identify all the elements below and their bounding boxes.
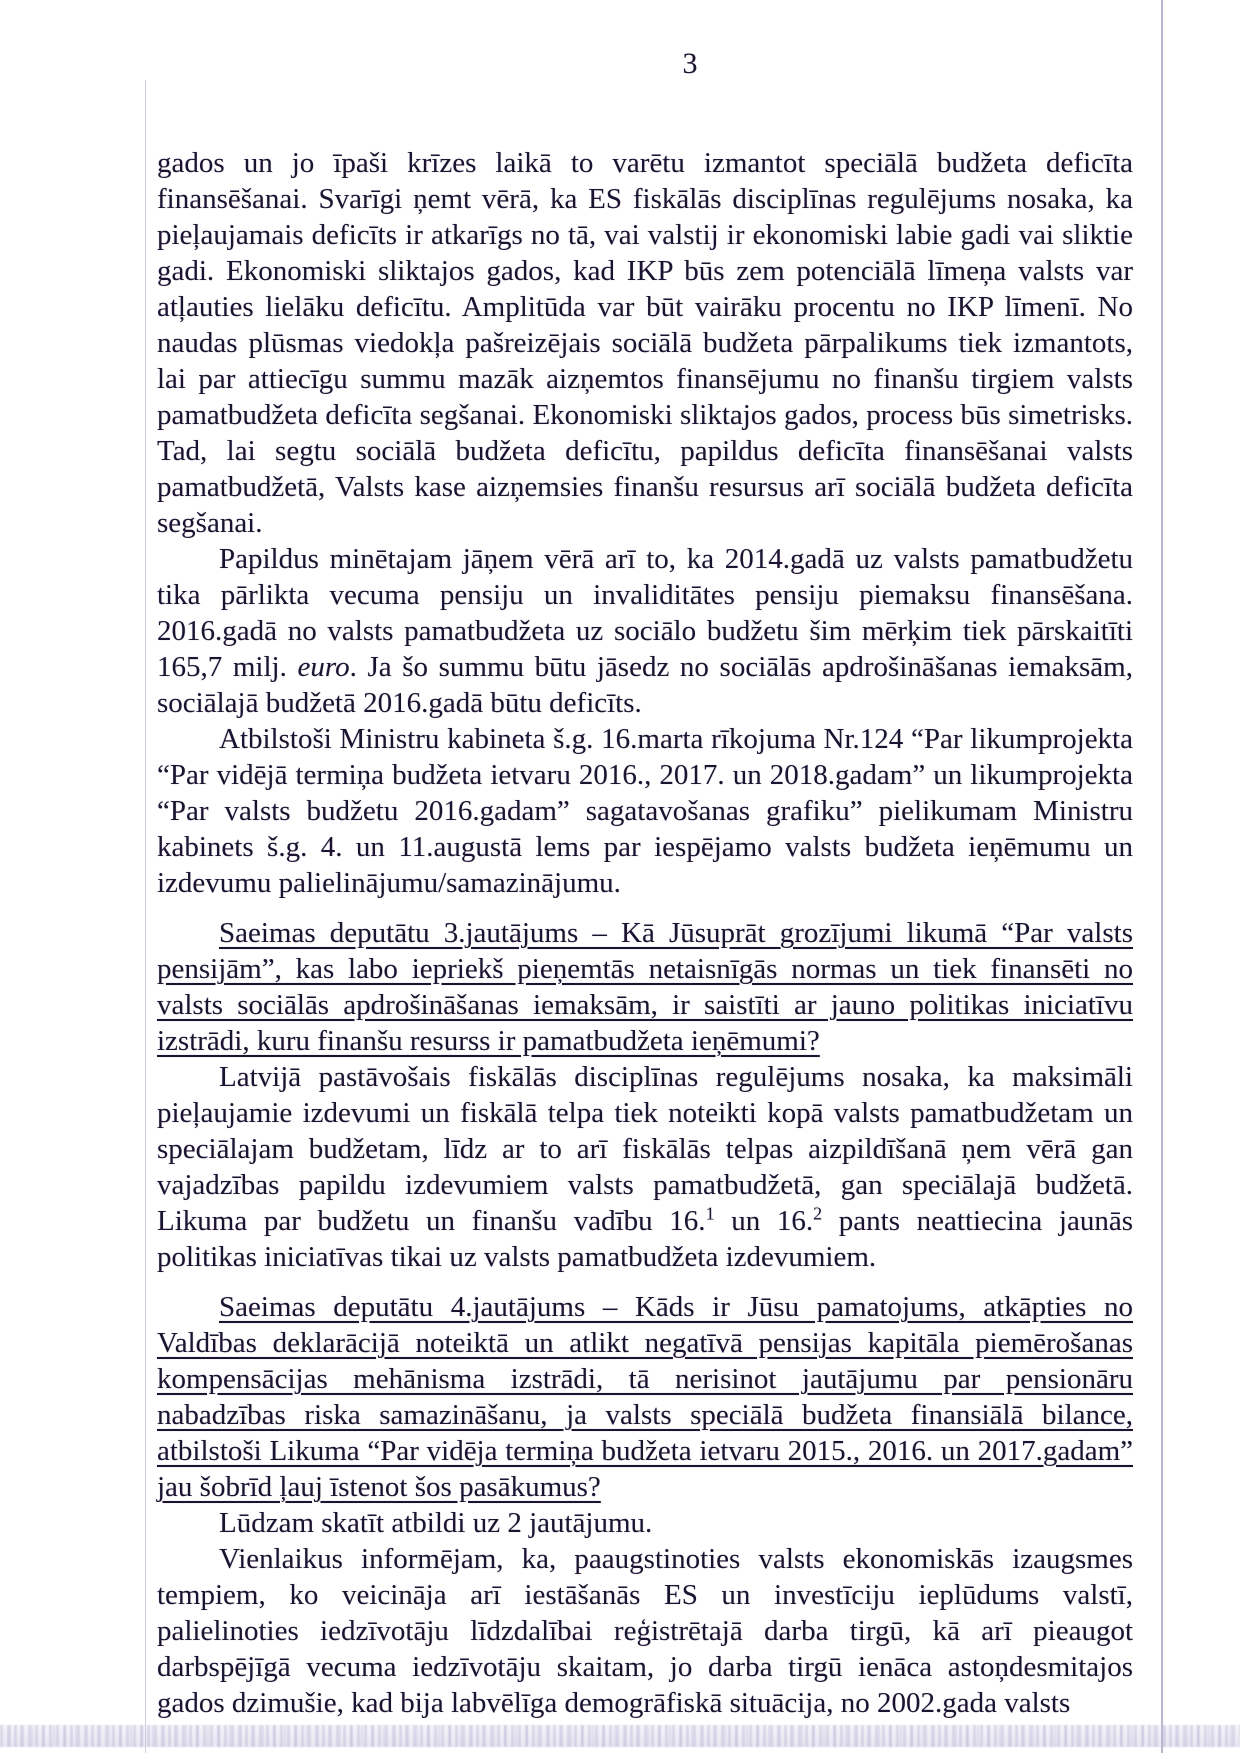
scan-edge-line-left <box>145 80 146 1753</box>
scan-noise-band <box>0 1725 1240 1747</box>
question-3-paragraph: Saeimas deputātu 3.jautājums – Kā Jūsuprāt grozījumi likumā “Par valsts pensijām”, kas labo iepriekš pieņemtās netaisnīgās normas un tiek finansēti no valsts sociālās apdrošināšanas iemaksām, ir saistīti ar jauno politikas iniciatīvu izstrādi, kuru finanšu resurss ir pamatbudžeta ieņēmumi? <box>157 917 1133 1057</box>
question-4-paragraph: Saeimas deputātu 4.jautājums – Kāds ir Jūsu pamatojums, atkāpties no Valdības deklarācijā noteiktā un atlikt negatīvā pensijas kapitāla piemērošanas kompensācijas mehānisma izstrādi, tā nerisinot jautājumu par pensionāru nabadzības riska samazināšanu, ja valsts speciālā budžeta finansiālā bilance, atbilstoši Likuma “Par vidēja termiņa budžeta ietvaru 2015., 2016. un 2017.gadam” jau šobrīd ļauj īstenot šos pasākumus? <box>157 1291 1133 1503</box>
mk-rikojums-paragraph: Atbilstoši Ministru kabineta š.g. 16.marta rīkojuma Nr.124 “Par likumprojekta “Par vidējā termiņa budžeta ietvaru 2016., 2017. un 2018.gadam” un likumprojekta “Par valsts budžetu 2016.gadam” sagatavošanas grafiku” pielikumam Ministru kabinets š.g. 4. un 11.augustā lems par iespējamo valsts budžeta ieņēmumu un izdevumu palielinājumu/samazinājumu. <box>157 723 1133 899</box>
pension-transfer-paragraph: Papildus minētajam jāņem vērā arī to, ka 2014.gadā uz valsts pamatbudžetu tika pārlikta vecuma pensiju un invaliditātes pensiju piemaksu finansēšana. 2016.gadā no valsts pamatbudžeta uz sociālo budžetu šim mērķim tiek pārskaitīti 165,7 milj. euro. Ja šo summu būtu jāsedz no sociālās apdrošināšanas iemaksām, sociālajā budžetā 2016.gadā būtu deficīts. <box>157 543 1133 719</box>
answer-4-reference-paragraph: Lūdzam skatīt atbildi uz 2 jautājumu. <box>219 1507 653 1539</box>
answer-3-paragraph: Latvijā pastāvošais fiskālās disciplīnas regulējums nosaka, ka maksimāli pieļaujamie izdevumi un fiskālā telpa tiek noteikti kopā valsts pamatbudžetam un speciālajam budžetam, līdz ar to arī fiskālās telpas aizpildīšanā ņem vērā gan vajadzības papildu izdevumiem valsts pamatbudžetā, gan speciālajā budžetā. Likuma par budžetu un finanšu vadību 16.$^1$ un 16.$^2$ pants neattiecina jaunās politikas iniciatīvas tikai uz valsts pamatbudžeta izdevumiem. <box>157 1061 1133 1273</box>
page-number: 3 <box>682 47 698 80</box>
scan-edge-line-right <box>1161 0 1163 1753</box>
document-body <box>157 145 1133 1721</box>
continued-paragraph: gados un jo īpaši krīzes laikā to varētu izmantot speciālā budžeta deficīta finansēšanai. Svarīgi ņemt vērā, ka ES fiskālās disciplīnas regulējums nosaka, ka pieļaujamais deficīts ir atkarīgs no tā, vai valstij ir ekonomiski labie gadi vai sliktie gadi. Ekonomiski sliktajos gados, kad IKP būs zem potenciālā līmeņa valsts var atļauties lielāku deficītu. Amplitūda var būt vairāku procentu no IKP līmenī. No naudas plūsmas viedokļa pašreizējais sociālā budžeta pārpalikums tiek izmantots, lai par attiecīgu summu mazāk aizņemtos finansējumu no finanšu tirgiem valsts pamatbudžeta deficīta segšanai. Ekonomiski sliktajos gados, process būs simetrisks. Tad, lai segtu sociālā budžeta deficītu, papildus deficīta finansēšanai valsts pamatbudžetā, Valsts kase aizņemsies finanšu resursus arī sociālā budžeta deficīta segšanai. <box>157 147 1133 539</box>
closing-info-paragraph: Vienlaikus informējam, ka, paaugstinoties valsts ekonomiskās izaugsmes tempiem, ko veicināja arī iestāšanās ES un investīciju ieplūdums valstī, palielinoties iedzīvotāju līdzdalībai reģistrētajā darba tirgū, kā arī pieaugot darbspējīgā vecuma iedzīvotāju skaitam, jo darba tirgū ienāca astoņdesmitajos gados dzimušie, kad bija labvēlīga demogrāfiskā situācija, no 2002.gada valsts <box>157 1543 1133 1719</box>
